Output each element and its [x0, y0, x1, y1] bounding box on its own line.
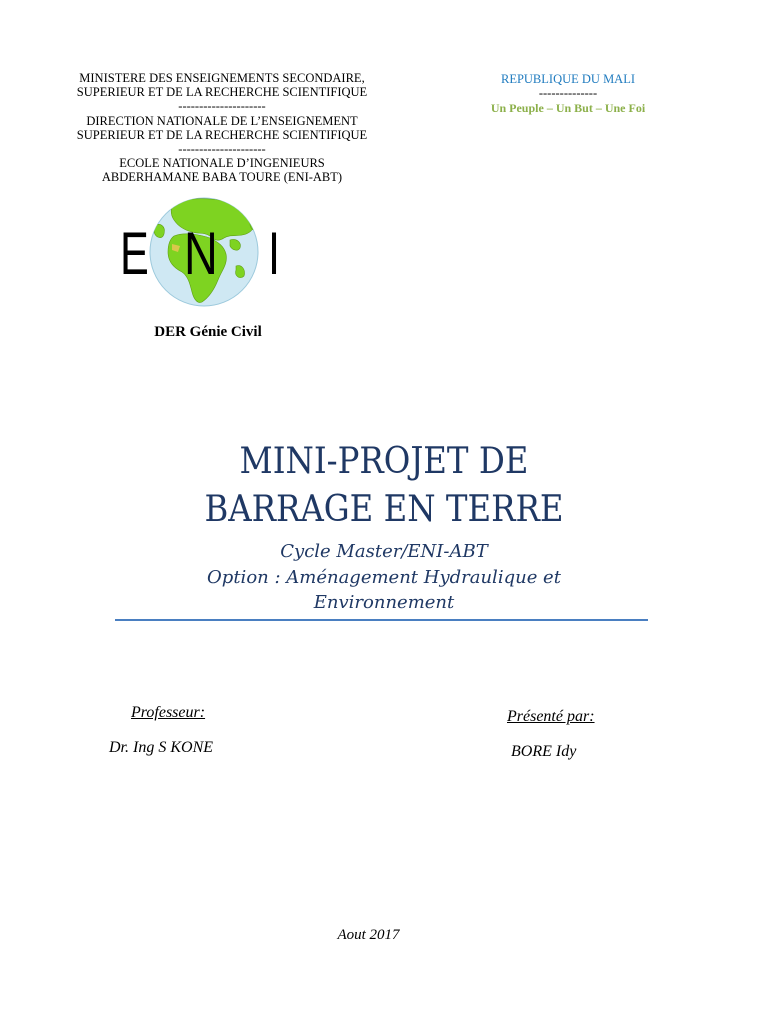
- ministry-header: [40, 71, 404, 185]
- presenter-label: Présenté par:: [507, 708, 595, 725]
- professor-label: Professeur:: [131, 704, 206, 721]
- header-separator: ---------------------: [178, 142, 266, 157]
- document-date: Aout 2017: [337, 927, 400, 943]
- direction-line: SUPERIEUR ET DE LA RECHERCHE SCIENTIFIQUE: [76, 127, 368, 142]
- document-subtitle: [0, 539, 768, 616]
- republic-name: REPUBLIQUE DU MALI: [500, 72, 636, 86]
- department-label: DER Génie Civil: [154, 324, 262, 340]
- logo-letter-n: N: [184, 220, 218, 287]
- title-line: MINI-PROJET DE: [239, 441, 529, 482]
- republic-header: [468, 72, 668, 115]
- school-line: ABDERHAMANE BABA TOURE (ENI-ABT): [101, 170, 343, 185]
- professor-name: Dr. Ing S KONE: [109, 739, 214, 756]
- header-separator: ---------------------: [178, 99, 266, 114]
- ministry-line: MINISTERE DES ENSEIGNEMENTS SECONDAIRE,: [79, 71, 365, 85]
- republic-motto: Un Peuple – Un But – Une Foi: [490, 101, 646, 115]
- subtitle-line: Cycle Master/ENI-ABT: [280, 541, 488, 562]
- eni-logo: [118, 196, 288, 308]
- title-line: BARRAGE EN TERRE: [204, 489, 564, 530]
- subtitle-line: Option : Aménagement Hydraulique et: [207, 566, 561, 588]
- republic-separator: --------------: [538, 86, 598, 100]
- logo-letter-i: I: [268, 220, 281, 287]
- school-line: ECOLE NATIONALE D’INGENIEURS: [119, 156, 325, 171]
- direction-line: DIRECTION NATIONALE DE L’ENSEIGNEMENT: [86, 113, 358, 128]
- ministry-line: SUPERIEUR ET DE LA RECHERCHE SCIENTIFIQUE: [76, 85, 368, 100]
- document-title: [0, 438, 768, 534]
- presenter-name: BORE Idy: [511, 743, 577, 760]
- logo-letter-e: E: [120, 220, 149, 287]
- title-divider: [115, 619, 648, 621]
- subtitle-line: Environnement: [313, 592, 455, 613]
